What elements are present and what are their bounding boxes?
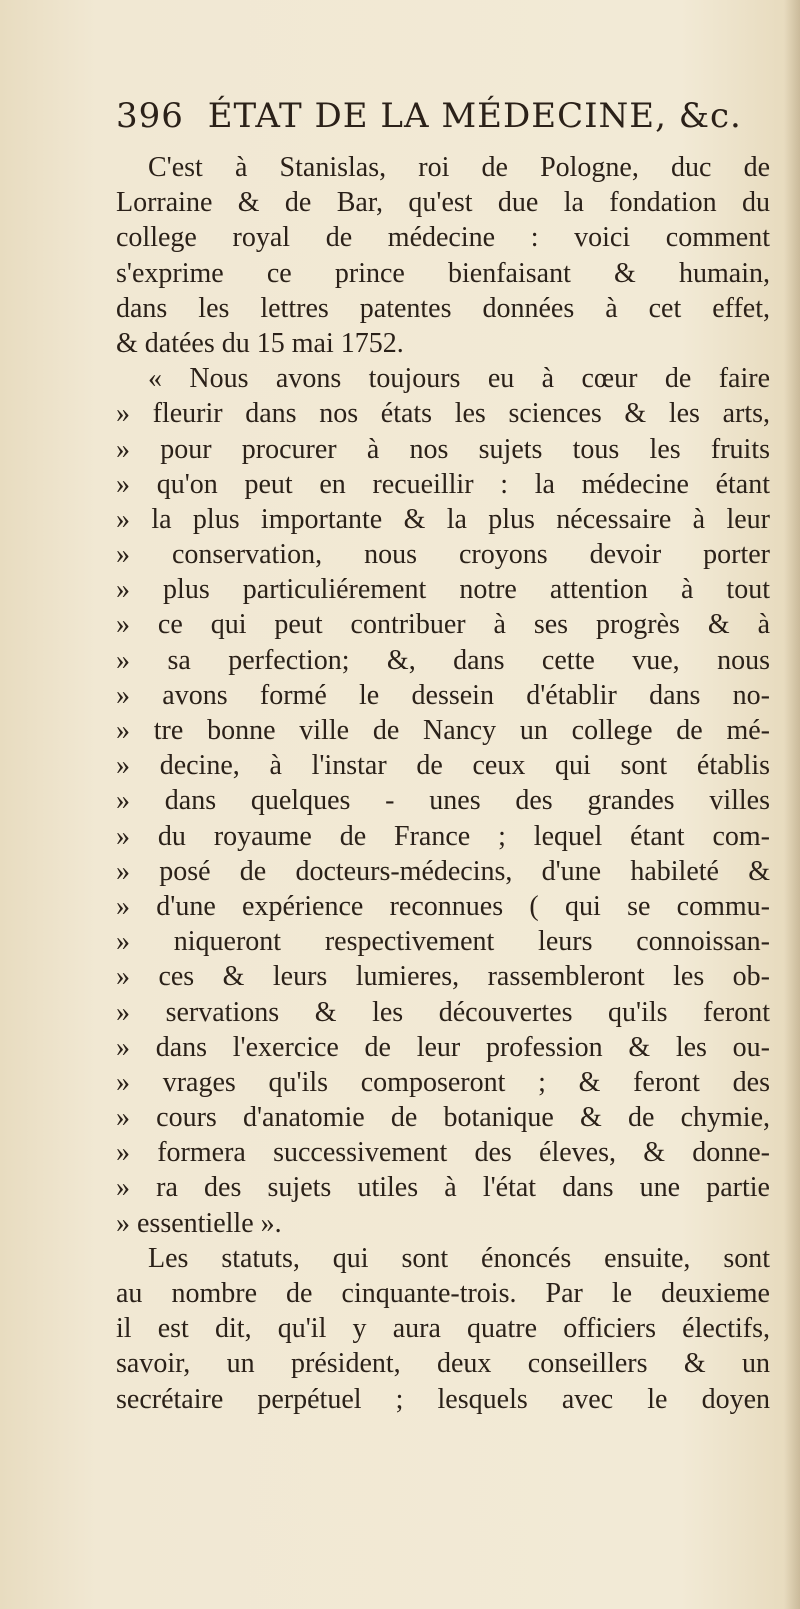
text-line: s'exprime ce prince bienfaisant & humain,	[116, 257, 770, 289]
text-line: » pour procurer à nos sujets tous les fruits	[116, 433, 770, 465]
text-line: » ces & leurs lumieres, rassembleront les ob-	[116, 961, 770, 993]
text-line: » ce qui peut contribuer à ses progrès & à	[116, 609, 770, 641]
running-title: ÉTAT DE LA MÉDECINE, &c.	[207, 96, 742, 136]
text-line: & datées du 15 mai 1752.	[116, 327, 404, 359]
text-line: » d'une expérience reconnues ( qui se commu-	[116, 890, 770, 922]
text-line: » plus particuliérement notre attention à tout	[116, 574, 770, 606]
page-edge-shadow	[784, 0, 800, 1609]
paragraph-statutes	[116, 1241, 770, 1417]
text-line: » servations & les découvertes qu'ils feront	[116, 996, 770, 1028]
paragraph-intro	[116, 150, 770, 361]
text-line: C'est à Stanislas, roi de Pologne, duc de	[148, 152, 770, 183]
text-line: » conservation, nous croyons devoir porter	[116, 539, 770, 571]
text-line: » niqueront respectivement leurs connoissan-	[116, 926, 770, 958]
paragraph-quotation	[116, 361, 770, 1241]
text-line: dans les lettres patentes données à cet effet,	[116, 292, 770, 324]
text-line: » essentielle ».	[116, 1207, 282, 1239]
text-line: » decine, à l'instar de ceux qui sont établis	[116, 750, 770, 782]
text-line: » la plus importante & la plus nécessaire à leur	[116, 503, 770, 535]
text-line: » cours d'anatomie de botanique & de chymie,	[116, 1102, 770, 1134]
text-line: » sa perfection; &, dans cette vue, nous	[116, 644, 770, 676]
text-line: Lorraine & de Bar, qu'est due la fondation du	[116, 187, 770, 219]
text-line: savoir, un président, deux conseillers & un	[116, 1348, 770, 1380]
text-line: » dans l'exercice de leur profession & les ou-	[116, 1031, 770, 1063]
page-number: 396	[116, 96, 184, 136]
text-line: il est dit, qu'il y aura quatre officiers électifs,	[116, 1313, 770, 1345]
running-header	[116, 96, 756, 146]
text-line: college royal de médecine : voici comment	[116, 222, 770, 254]
text-line: » ra des sujets utiles à l'état dans une partie	[116, 1172, 770, 1204]
text-line: Les statuts, qui sont énoncés ensuite, sont	[148, 1242, 770, 1274]
text-line: » avons formé le dessein d'établir dans no-	[116, 679, 770, 711]
text-line: » formera successivement des éleves, & donne-	[116, 1137, 770, 1169]
text-line: » fleurir dans nos états les sciences & les arts,	[116, 398, 770, 430]
text-line: « Nous avons toujours eu à cœur de faire	[148, 363, 770, 395]
body-text	[116, 150, 770, 1417]
text-line: » dans quelques - unes des grandes villes	[116, 785, 770, 817]
text-line: » posé de docteurs-médecins, d'une habileté &	[116, 855, 770, 887]
text-line: » qu'on peut en recueillir : la médecine étant	[116, 468, 770, 500]
text-line: au nombre de cinquante-trois. Par le deuxieme	[116, 1278, 770, 1309]
text-line: » vrages qu'ils composeront ; & feront des	[116, 1066, 770, 1098]
text-line: » du royaume de France ; lequel étant com-	[116, 820, 770, 852]
text-line: » tre bonne ville de Nancy un college de mé-	[116, 715, 770, 746]
text-line: secrétaire perpétuel ; lesquels avec le doyen	[116, 1383, 770, 1415]
